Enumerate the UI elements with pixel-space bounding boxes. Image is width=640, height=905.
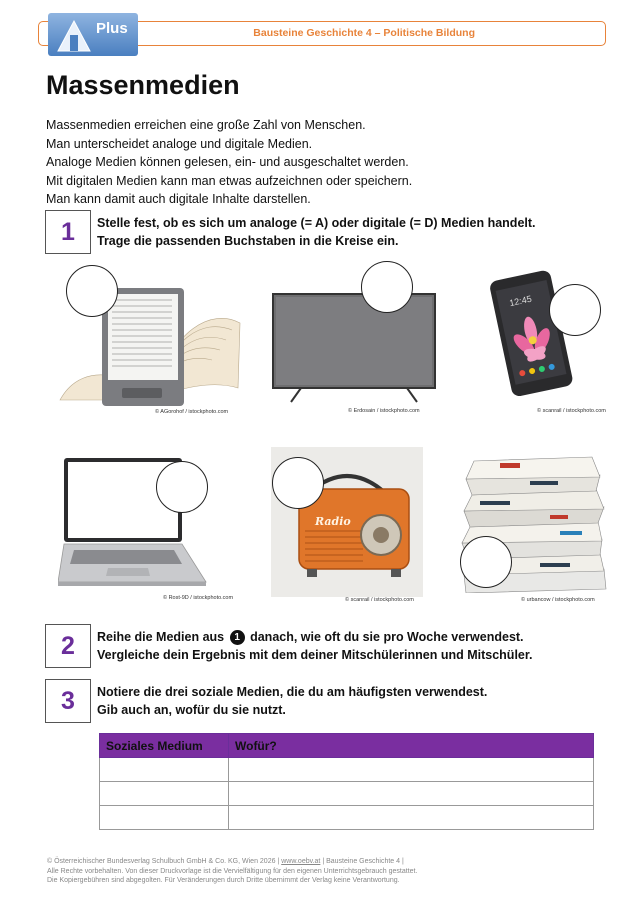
footer <box>47 857 417 886</box>
table-header-medium: Soziales Medium <box>100 734 229 758</box>
table-cell-medium[interactable] <box>100 782 229 806</box>
task-2-line-2: Vergleiche dein Ergebnis mit dem deiner Mitschülerinnen und Mitschüler. <box>97 648 533 662</box>
intro-line: Man kann damit auch digitale Inhalte darstellen. <box>46 192 311 207</box>
image-credit: © Erdosain / istockphoto.com <box>348 408 420 414</box>
svg-text:12:45: 12:45 <box>508 293 533 309</box>
answer-circle[interactable] <box>66 265 118 317</box>
image-credit: © Rost-9D / istockphoto.com <box>163 595 234 601</box>
task-3-text <box>97 683 487 719</box>
task-1-line: Trage die passenden Buchstaben in die Kreise ein. <box>97 234 399 248</box>
answer-circle[interactable] <box>549 284 601 336</box>
tv-icon <box>271 292 437 404</box>
image-credit: © scanrail / istockphoto.com <box>537 408 606 414</box>
table-row <box>100 758 594 782</box>
plus-logo <box>48 13 138 56</box>
table-cell-medium[interactable] <box>100 806 229 830</box>
image-credit: © AGorohof / istockphoto.com <box>155 409 229 415</box>
image-credit: © urbancow / istockphoto.com <box>521 597 595 603</box>
table-cell-purpose[interactable] <box>229 782 594 806</box>
table-cell-purpose[interactable] <box>229 806 594 830</box>
table-row <box>100 806 594 830</box>
task-1-line: Stelle fest, ob es sich um analoge (= A) oder digitale (= D) Medien handelt. <box>97 216 536 230</box>
task-2-text-after: danach, wie oft du sie pro Woche verwendest. <box>250 630 524 644</box>
intro-line: Analoge Medien können gelesen, ein- und ausgeschaltet werden. <box>46 155 409 170</box>
task-3-line: Notiere die drei soziale Medien, die du am häufigsten verwendest. <box>97 685 488 699</box>
intro-text <box>46 116 412 209</box>
intro-line: Mit digitalen Medien kann man etwas aufzeichnen oder speichern. <box>46 173 413 188</box>
task-2-number: 2 <box>45 624 91 668</box>
table-cell-medium[interactable] <box>100 758 229 782</box>
task-ref-badge: 1 <box>230 630 245 645</box>
task-1-text <box>97 214 536 250</box>
social-media-table <box>99 733 594 830</box>
page-title: Massenmedien <box>46 70 240 100</box>
table-cell-purpose[interactable] <box>229 758 594 782</box>
footer-line-1 <box>47 857 417 867</box>
task-1-number: 1 <box>45 210 91 254</box>
table-header-row <box>100 734 594 758</box>
answer-circle[interactable] <box>156 461 208 513</box>
intro-line: Massenmedien erreichen eine große Zahl von Menschen. <box>46 118 366 132</box>
footer-copyright: © Österreichischer Bundesverlag Schulbuch GmbH & Co. KG, Wien 2026 | <box>47 858 282 865</box>
task-2-text-before: Reihe die Medien aus <box>97 630 225 644</box>
answer-circle[interactable] <box>272 457 324 509</box>
footer-link[interactable]: www.oebv.at <box>281 858 321 865</box>
series-title: Bausteine Geschichte 4 – Politische Bildung <box>253 27 475 39</box>
intro-line: Man unterscheidet analoge und digitale Medien. <box>46 136 313 151</box>
answer-circle[interactable] <box>460 536 512 588</box>
table-row <box>100 782 594 806</box>
task-3-line: Gib auch an, wofür du sie nutzt. <box>97 703 286 717</box>
footer-line-2: Alle Rechte vorbehalten. Von dieser Druckvorlage ist die Vervielfältigung für den eigenen Unterrichtsgebrauch gestattet. <box>47 867 418 875</box>
footer-series: | Bausteine Geschichte 4 | <box>320 858 404 865</box>
logo-text: Plus <box>96 20 128 37</box>
footer-line-3: Die Kopiergebühren sind abgegolten. Für Veränderungen durch Dritte übernimmt der Verlag keine Verantwortung. <box>47 877 400 884</box>
image-credit: © scanrail / istockphoto.com <box>345 597 414 603</box>
task-3-number: 3 <box>45 679 91 723</box>
answer-circle[interactable] <box>361 261 413 313</box>
table-header-purpose: Wofür? <box>229 734 594 758</box>
task-2-line-1 <box>97 628 533 646</box>
task-2-text <box>97 628 533 664</box>
radio-label: Radio <box>315 515 351 528</box>
